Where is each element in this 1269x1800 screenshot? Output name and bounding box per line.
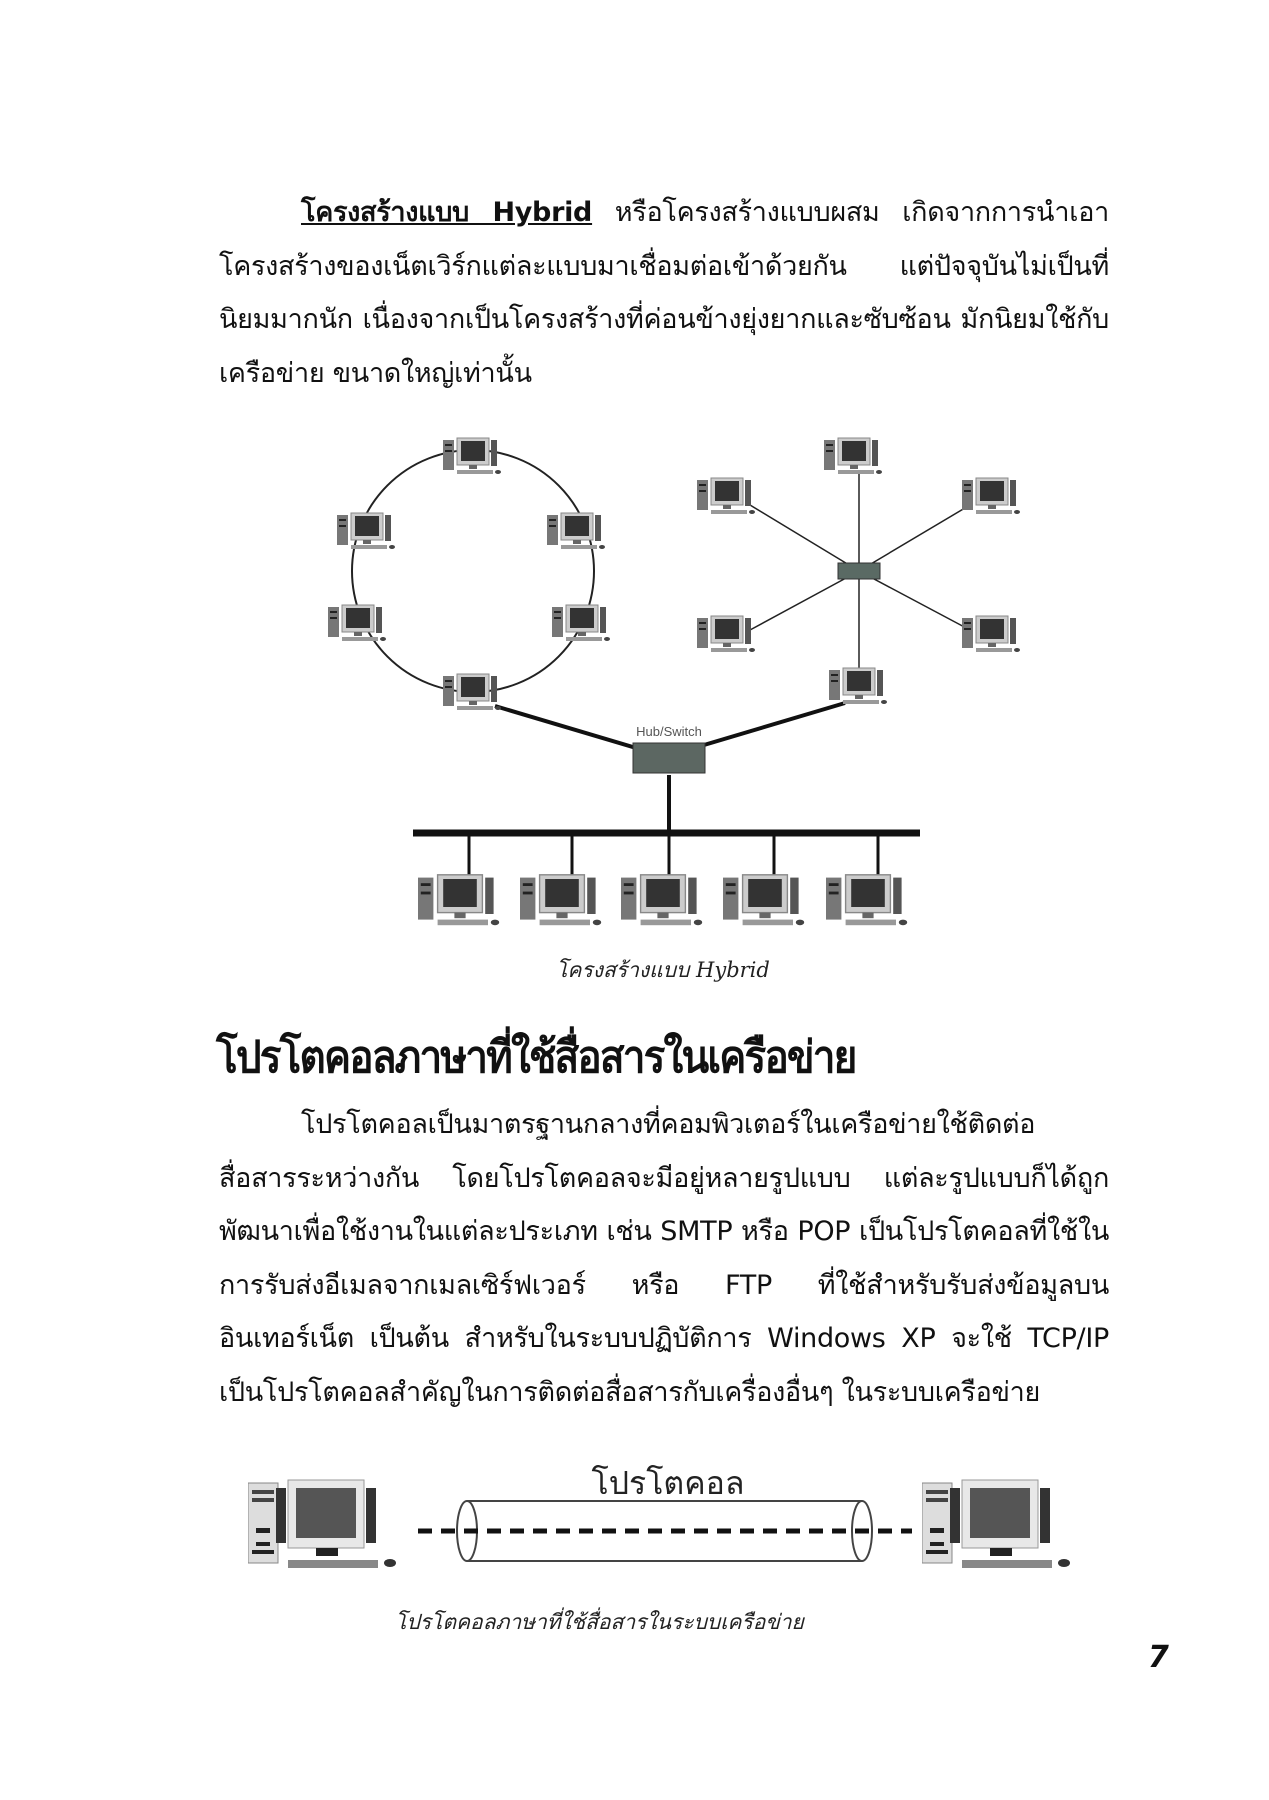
- computer-icon: [829, 668, 887, 704]
- computer-icon: [443, 674, 501, 710]
- computer-icon: [697, 478, 755, 514]
- computer-icon: [248, 1480, 396, 1568]
- hybrid-caption: โครงสร้างแบบ Hybrid: [556, 958, 770, 982]
- computer-icon: [443, 438, 501, 474]
- hub-switch: [633, 743, 705, 773]
- computer-icon: [418, 875, 499, 925]
- computer-icon: [723, 875, 804, 925]
- page-number: 7: [1148, 1640, 1169, 1675]
- computer-icon: [552, 605, 610, 641]
- bus-drops: [469, 833, 878, 875]
- computer-icon: [520, 875, 601, 925]
- protocol-caption: โปรโตคอลภาษาที่ใช้สื่อสารในระบบเครือข่าย: [395, 1610, 804, 1634]
- protocol-paragraph-text: โปรโตคอลเป็นมาตรฐานกลางที่คอมพิวเตอร์ในเครือข่ายใช้ติดต่อสื่อสารระหว่างกัน โดยโปรโตคอลจะมีอยู่หลายรูปแบบ แต่ละรูปแบบก็ได้ถูกพัฒนาเพื่อใช้งานในแต่ละประเภท เช่น SMTP หรือ POP เป็นโปรโตคอลที่ใช้ในการรับส่งอีเมลจากเมลเซิร์ฟเวอร์ หรือ FTP ที่ใช้สำหรับรับส่งข้อมูลบนอินเทอร์เน็ต เป็นต้น สำหรับในระบบปฏิบัติการ Windows XP จะใช้ TCP/IP เป็นโปรโตคอลสำคัญในการติดต่อสื่อสารกับเครื่องอื่นๆ ในระบบเครือข่าย: [219, 1109, 1109, 1408]
- ring-network-cable: [352, 450, 594, 692]
- computer-icon: [547, 513, 605, 549]
- protocol-tube-label: โปรโตคอล: [591, 1464, 745, 1502]
- protocol-paragraph: [219, 1098, 1109, 1419]
- computer-icon: [337, 513, 395, 549]
- hybrid-term: โครงสร้างแบบ Hybrid: [301, 197, 593, 228]
- computer-icon: [621, 875, 702, 925]
- computer-icon: [824, 438, 882, 474]
- computer-icon: [328, 605, 386, 641]
- computer-icon: [922, 1480, 1070, 1568]
- hub-switch-label: Hub/Switch: [636, 724, 702, 739]
- computer-icon: [962, 478, 1020, 514]
- section-heading: โปรโตคอลภาษาที่ใช้สื่อสารในเครือข่าย: [216, 1032, 856, 1083]
- computer-icon: [826, 875, 907, 925]
- computer-icon: [962, 616, 1020, 652]
- computer-icon: [697, 616, 755, 652]
- hybrid-paragraph-text: หรือโครงสร้างแบบผสม เกิดจากการนำเอาโครงสร้างของเน็ตเวิร์กแต่ละแบบมาเชื่อมต่อเข้าด้วยกัน แต่ปัจจุบันไม่เป็นที่นิยมมากนัก เนื่องจากเป็นโครงสร้างที่ค่อนข้างยุ่งยากและซับซ้อน มักนิยมใช้กับเครือข่าย ขนาดใหญ่เท่านั้น: [219, 197, 1109, 389]
- star-hub: [838, 563, 880, 579]
